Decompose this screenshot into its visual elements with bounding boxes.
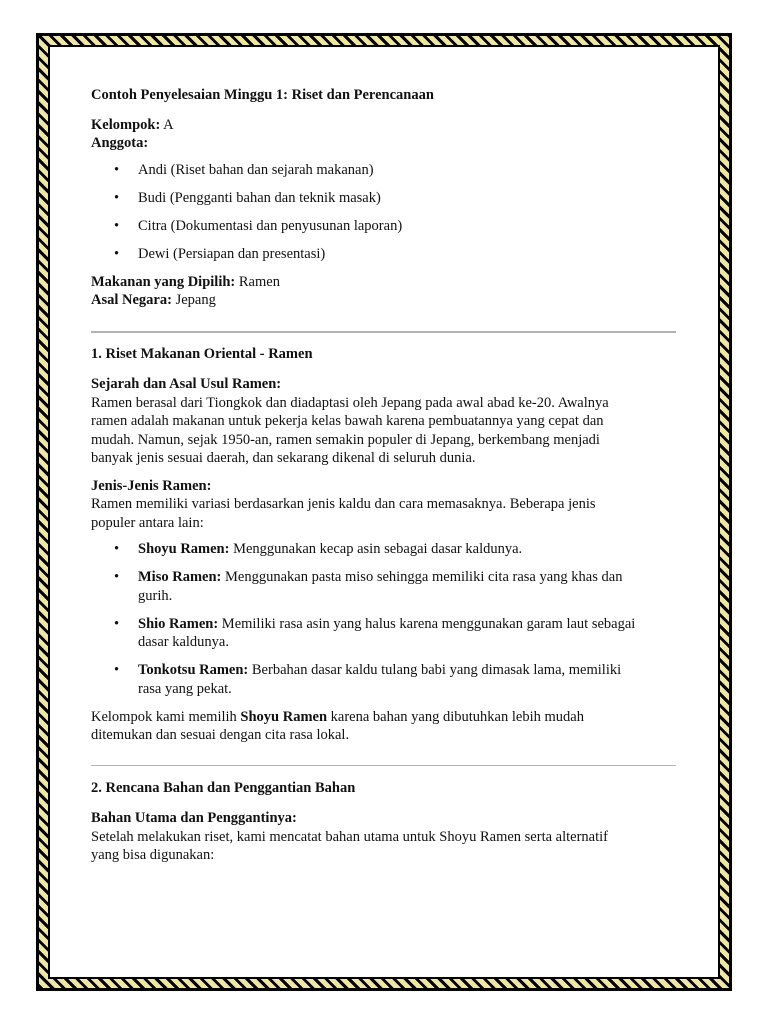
member-list (91, 161, 681, 264)
bullet-icon: • (114, 189, 120, 206)
bullet-icon: • (114, 161, 120, 178)
ramen-type-list (91, 540, 681, 698)
anggota-label: Anggota: (91, 135, 149, 151)
kelompok-label: Kelompok: (91, 116, 161, 133)
bullet-icon: • (114, 245, 120, 262)
choice-paragraph: Kelompok kami memilih Shoyu Ramen karena bahan yang dibutuhkan lebih mudah ditemukan dan sesuai dengan cita rasa lokal. (91, 708, 584, 743)
document-content (91, 86, 681, 865)
sejarah-paragraph: Ramen berasal dari Tiongkok dan diadaptasi oleh Jepang pada awal abad ke-20. Awalnya ramen adalah makanan untuk pekerja kelas bawah karena pembuatannya yang cepat dan mudah. Namun, sejak 1950-an, ramen semakin populer di Jepang, berkembang menjadi banyak jenis sesuai daerah, dan sekarang dikenal di seluruh dunia. (91, 394, 609, 466)
bullet-icon: • (114, 541, 120, 557)
list-item: • Shoyu Ramen: Menggunakan kecap asin sebagai dasar kaldunya. (114, 541, 523, 557)
list-item: • Miso Ramen: Menggunakan pasta miso sehingga memiliki cita rasa yang khas dan gurih. (114, 569, 623, 604)
section1-heading: 1. Riset Makanan Oriental - Ramen (91, 345, 313, 362)
bahan-paragraph: Setelah melakukan riset, kami mencatat bahan utama untuk Shoyu Ramen serta alternatif yang bisa digunakan: (91, 828, 608, 863)
bullet-icon: • (114, 662, 120, 678)
makanan-line: Makanan yang Dipilih: Ramen (91, 273, 280, 290)
bullet-icon: • (114, 615, 120, 632)
list-item: • Dewi (Persiapan dan presentasi) (114, 245, 326, 262)
jenis-paragraph: Ramen memiliki variasi berdasarkan jenis kaldu dan cara memasaknya. Beberapa jenis populer antara lain: (91, 496, 596, 531)
bullet-icon: • (114, 217, 120, 234)
section-divider (91, 331, 676, 333)
document-title: Contoh Penyelesaian Minggu 1: Riset dan Perencanaan (91, 87, 434, 103)
kelompok-line (91, 116, 681, 135)
section-divider (91, 765, 676, 766)
list-item: • Citra (Dokumentasi dan penyusunan laporan) (114, 217, 403, 234)
jenis-heading: Jenis-Jenis Ramen: (91, 477, 212, 494)
list-item: • Budi (Pengganti bahan dan teknik masak) (114, 189, 381, 206)
bahan-heading: Bahan Utama dan Penggantinya: (91, 810, 297, 826)
bullet-icon: • (114, 569, 120, 585)
section2-heading: 2. Rencana Bahan dan Penggantian Bahan (91, 779, 356, 796)
anggota-line (91, 134, 681, 153)
list-item: • Tonkotsu Ramen: Berbahan dasar kaldu tulang babi yang dimasak lama, memiliki rasa yang pekat. (114, 662, 622, 697)
list-item: • Andi (Riset bahan dan sejarah makanan) (114, 161, 374, 178)
asal-line: Asal Negara: Jepang (91, 292, 216, 308)
kelompok-value: A (163, 116, 174, 133)
sejarah-heading: Sejarah dan Asal Usul Ramen: (91, 376, 282, 392)
list-item: • Shio Ramen: Memiliki rasa asin yang halus karena menggunakan garam laut sebagai dasar kaldunya. (114, 615, 636, 650)
